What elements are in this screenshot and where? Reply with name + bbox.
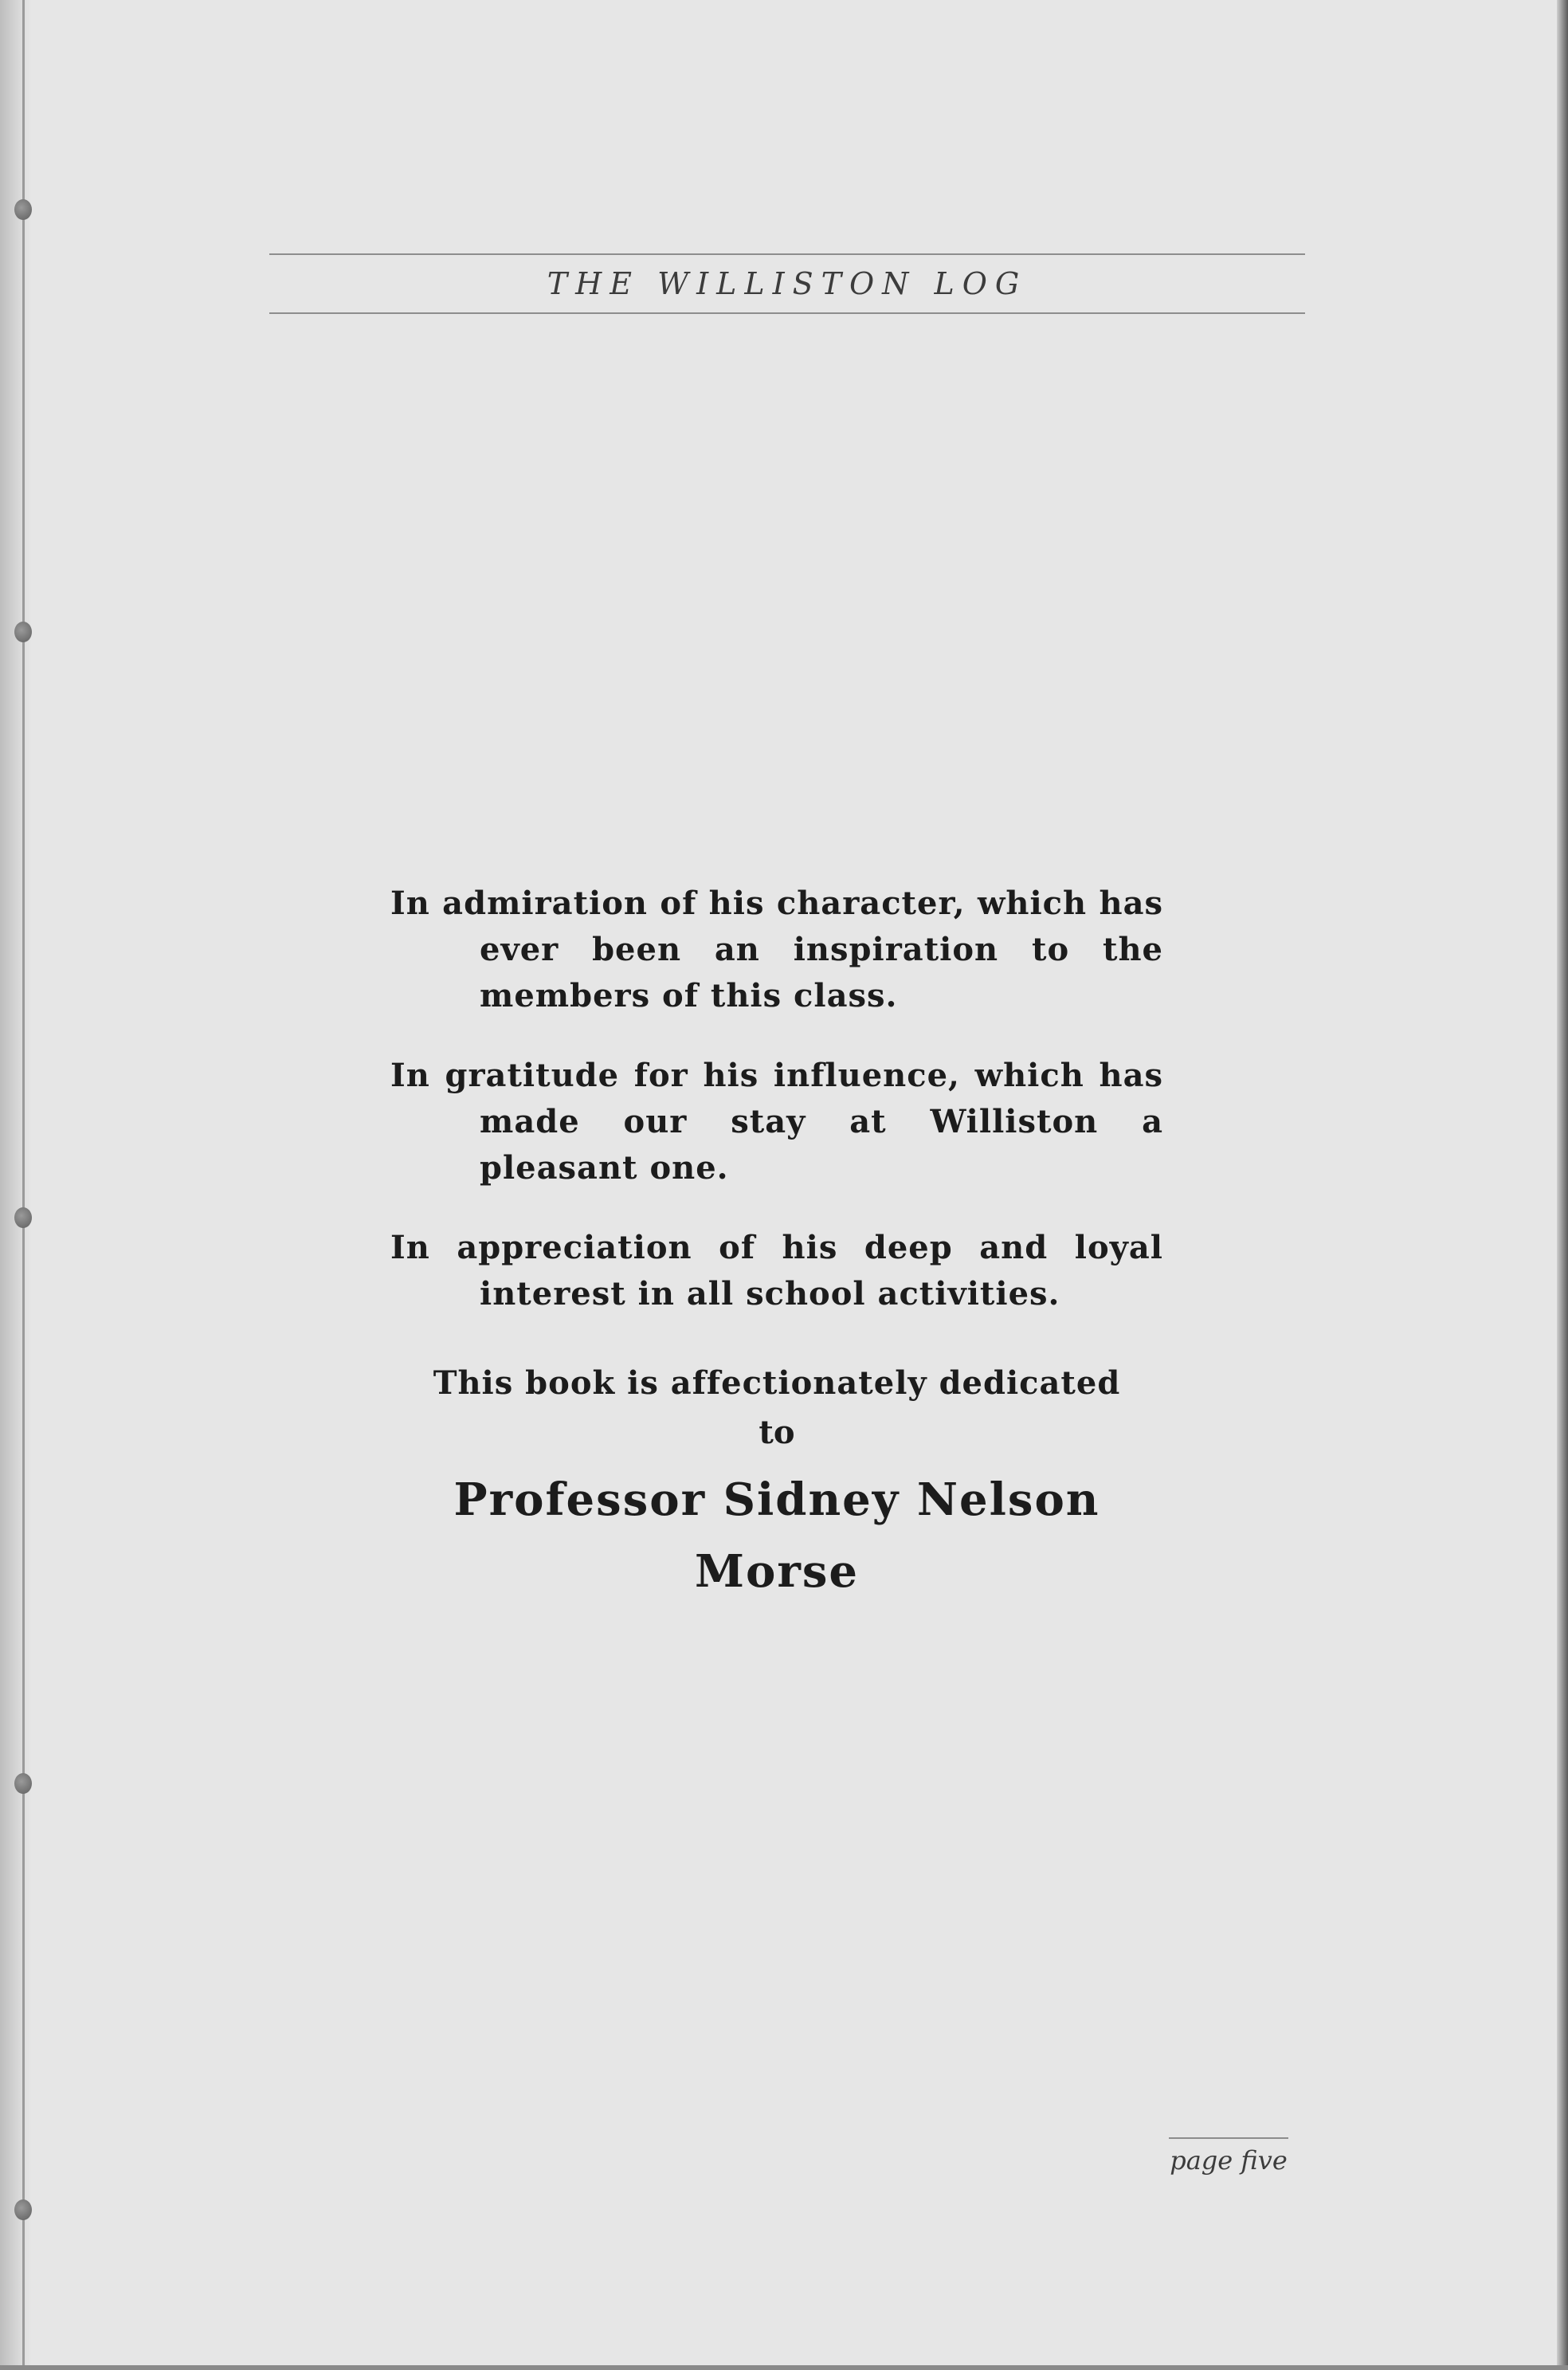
dedication-honoree: Professor Sidney Nelson Morse [453, 1473, 1100, 1598]
binding-stitch [14, 622, 32, 642]
dedication-block [390, 881, 1163, 1607]
binding-stitch [14, 2199, 32, 2220]
page-edge-shadow [1557, 0, 1568, 2370]
dedication-paragraph: In admiration of his character, which has ever been an inspiration to the members of this class. [390, 885, 1163, 1014]
dedication-closing-to: to [759, 1414, 795, 1451]
binding-stitch [14, 199, 32, 220]
dedication-closing [390, 1359, 1163, 1607]
folio-rule [1169, 2137, 1288, 2139]
book-spine [0, 0, 32, 2370]
spine-fold-line [22, 0, 25, 2370]
running-head-title: THE WILLISTON LOG [547, 266, 1028, 301]
binding-stitch [14, 1773, 32, 1794]
page-folio [1165, 2137, 1292, 2176]
dedication-paragraph: In gratitude for his influence, which has made our stay at Williston a pleasant one. [390, 1057, 1163, 1187]
binding-stitch [14, 1207, 32, 1228]
dedication-closing-line: This book is affectionately dedicated [433, 1364, 1121, 1402]
dedication-paragraph: In appreciation of his deep and loyal interest in all school activities. [390, 1229, 1163, 1313]
page-number: page five [1170, 2145, 1288, 2176]
running-head-bottom-rule [269, 312, 1305, 314]
page-bottom-edge [0, 2365, 1568, 2370]
running-head [269, 253, 1305, 314]
